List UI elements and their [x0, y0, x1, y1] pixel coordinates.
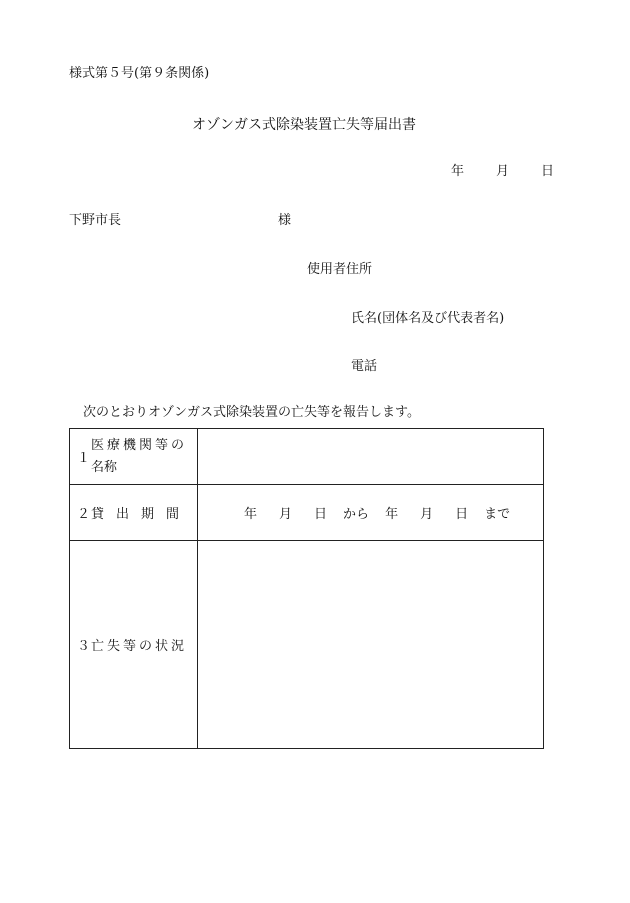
loss-status-label-cell	[70, 541, 198, 749]
row-number: １	[77, 451, 91, 466]
date-day: 日	[541, 164, 555, 179]
applicant-name-label: 氏名(団体名及び代表者名)	[351, 311, 505, 326]
report-table	[69, 428, 544, 749]
applicant-address-label: 使用者住所	[307, 262, 373, 277]
period-from: から	[343, 507, 370, 522]
form-number: 様式第５号(第９条関係)	[69, 66, 210, 81]
applicant-phone-label: 電話	[351, 359, 378, 374]
table-row	[70, 541, 544, 749]
rental-period-label-cell	[70, 485, 198, 541]
loss-status-label: 亡失等の状況	[91, 639, 188, 654]
intro-text: 次のとおりオゾンガス式除染装置の亡失等を報告します。	[83, 405, 420, 420]
rental-period-label: 貸出期間	[91, 507, 192, 522]
period-end-year: 年	[385, 507, 399, 522]
table-row	[70, 485, 544, 541]
facility-name-label-line1: 医療機関等の	[91, 437, 188, 453]
facility-name-label-line2: 名称	[91, 459, 118, 475]
period-end-day: 日	[455, 507, 469, 522]
table-row	[70, 429, 544, 485]
loss-status-field[interactable]	[198, 541, 544, 749]
facility-name-field[interactable]	[198, 429, 544, 485]
period-start-year: 年	[244, 507, 258, 522]
period-until: まで	[484, 507, 511, 522]
row-number: ２	[77, 507, 91, 522]
facility-name-label-cell	[70, 429, 198, 485]
addressee-honorific: 様	[278, 213, 292, 228]
date-month: 月	[496, 164, 510, 179]
period-start-day: 日	[314, 507, 328, 522]
date-year: 年	[451, 164, 465, 179]
rental-period-field[interactable]	[198, 485, 544, 541]
row-number: ３	[77, 639, 91, 654]
document-title: オゾンガス式除染装置亡失等届出書	[192, 117, 416, 133]
period-end-month: 月	[420, 507, 434, 522]
period-start-month: 月	[279, 507, 293, 522]
addressee-name: 下野市長	[69, 213, 122, 228]
